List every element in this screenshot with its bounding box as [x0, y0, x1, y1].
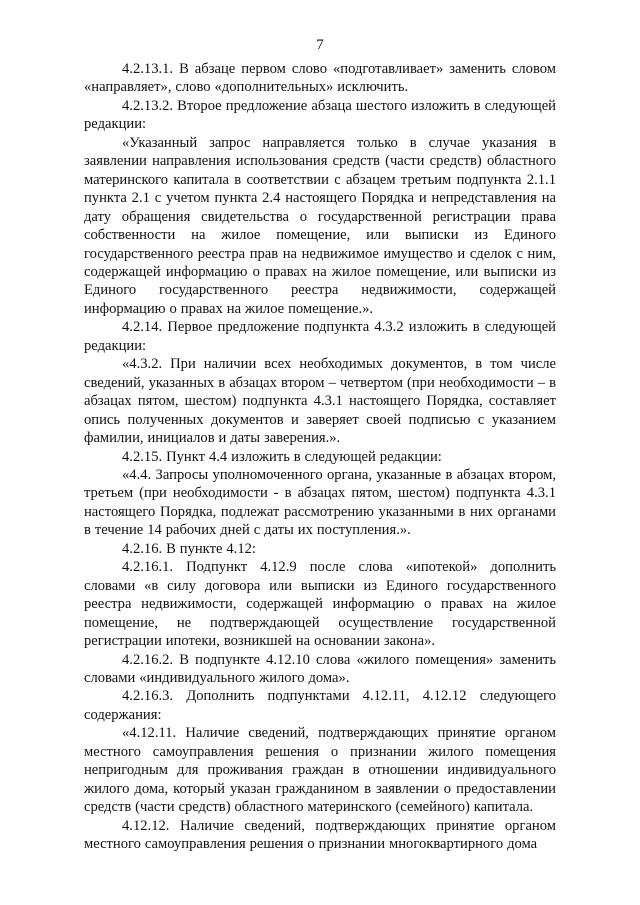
quoted-paragraph: «4.12.11. Наличие сведений, подтверждающих принятие органом местного самоуправления решения о признании жилого помещения непригодным для проживания граждан в отношении индивидуального жилого дома, который указан гражданином в заявлении о предоставлении средств (части средств) областного материнского (семейного) капитала. — [84, 725, 556, 816]
paragraph: 4.2.15. Пункт 4.4 изложить в следующей редакции: — [122, 448, 442, 465]
quoted-paragraph: «4.4. Запросы уполномоченного органа, указанные в абзацах втором, третьем (при необходимости - в абзацах пятом, шестом) подпункта 4.3.1 настоящего Порядка, подлежат рассмотрению указанными в них органами в течение 14 рабочих дней с даты их поступления.». — [84, 466, 556, 539]
paragraph: 4.2.16.1. Подпункт 4.12.9 после слова «ипотекой» дополнить словами «в силу договора или выписки из Единого государственного реестра недвижимости, содержащей информацию о правах на жилое помещение, не подтверждающей осуществление государственной регистрации ипотеки, возникшей на основании закона». — [84, 559, 556, 650]
paragraph: 4.2.14. Первое предложение подпункта 4.3.2 изложить в следующей редакции: — [84, 319, 556, 354]
page-number: 7 — [316, 37, 324, 53]
paragraph: 4.12.12. Наличие сведений, подтверждающих принятие органом местного самоуправления решения о признании многоквартирного дома — [84, 817, 556, 853]
paragraph: 4.2.16.3. Дополнить подпунктами 4.12.11, 4.12.12 следующего содержания: — [84, 688, 556, 723]
paragraph: 4.2.13.1. В абзаце первом слово «подготавливает» заменить словом «направляет», слово «дополнительных» исключить. — [84, 61, 556, 96]
paragraph: 4.2.13.2. Второе предложение абзаца шестого изложить в следующей редакции: — [84, 97, 556, 133]
document-body — [84, 60, 556, 853]
quoted-paragraph: «4.3.2. При наличии всех необходимых документов, в том числе сведений, указанных в абзацах втором – четвертом (при необходимости – в абзацах пятом, шестом) подпункта 4.3.1 настоящего Порядка, составляет опись полученных документов и заверяет своей подписью с указанием фамилии, инициалов и даты заверения.». — [84, 356, 556, 447]
paragraph: 4.2.16. В пункте 4.12: — [122, 540, 256, 557]
quoted-paragraph: «Указанный запрос направляется только в случае указания в заявлении направления использования средств (части средств) областного материнского капитала в соответствии с абзацем третьим подпункта 2.1.1 пункта 2.1 с учетом пункта 2.4 настоящего Порядка и непредставления на дату обращения свидетельства о государственной регистрации права собственности на жилое помещение, или выписки из Единого государственного реестра прав на недвижимое имущество и сделок с ним, содержащей информацию о правах на жилое помещение, или выписки из Единого государственного реестра недвижимости, содержащей информацию о правах на жилое помещение.». — [84, 134, 556, 317]
paragraph: 4.2.16.2. В подпункте 4.12.10 слова «жилого помещения» заменить словами «индивидуального жилого дома». — [84, 651, 556, 686]
